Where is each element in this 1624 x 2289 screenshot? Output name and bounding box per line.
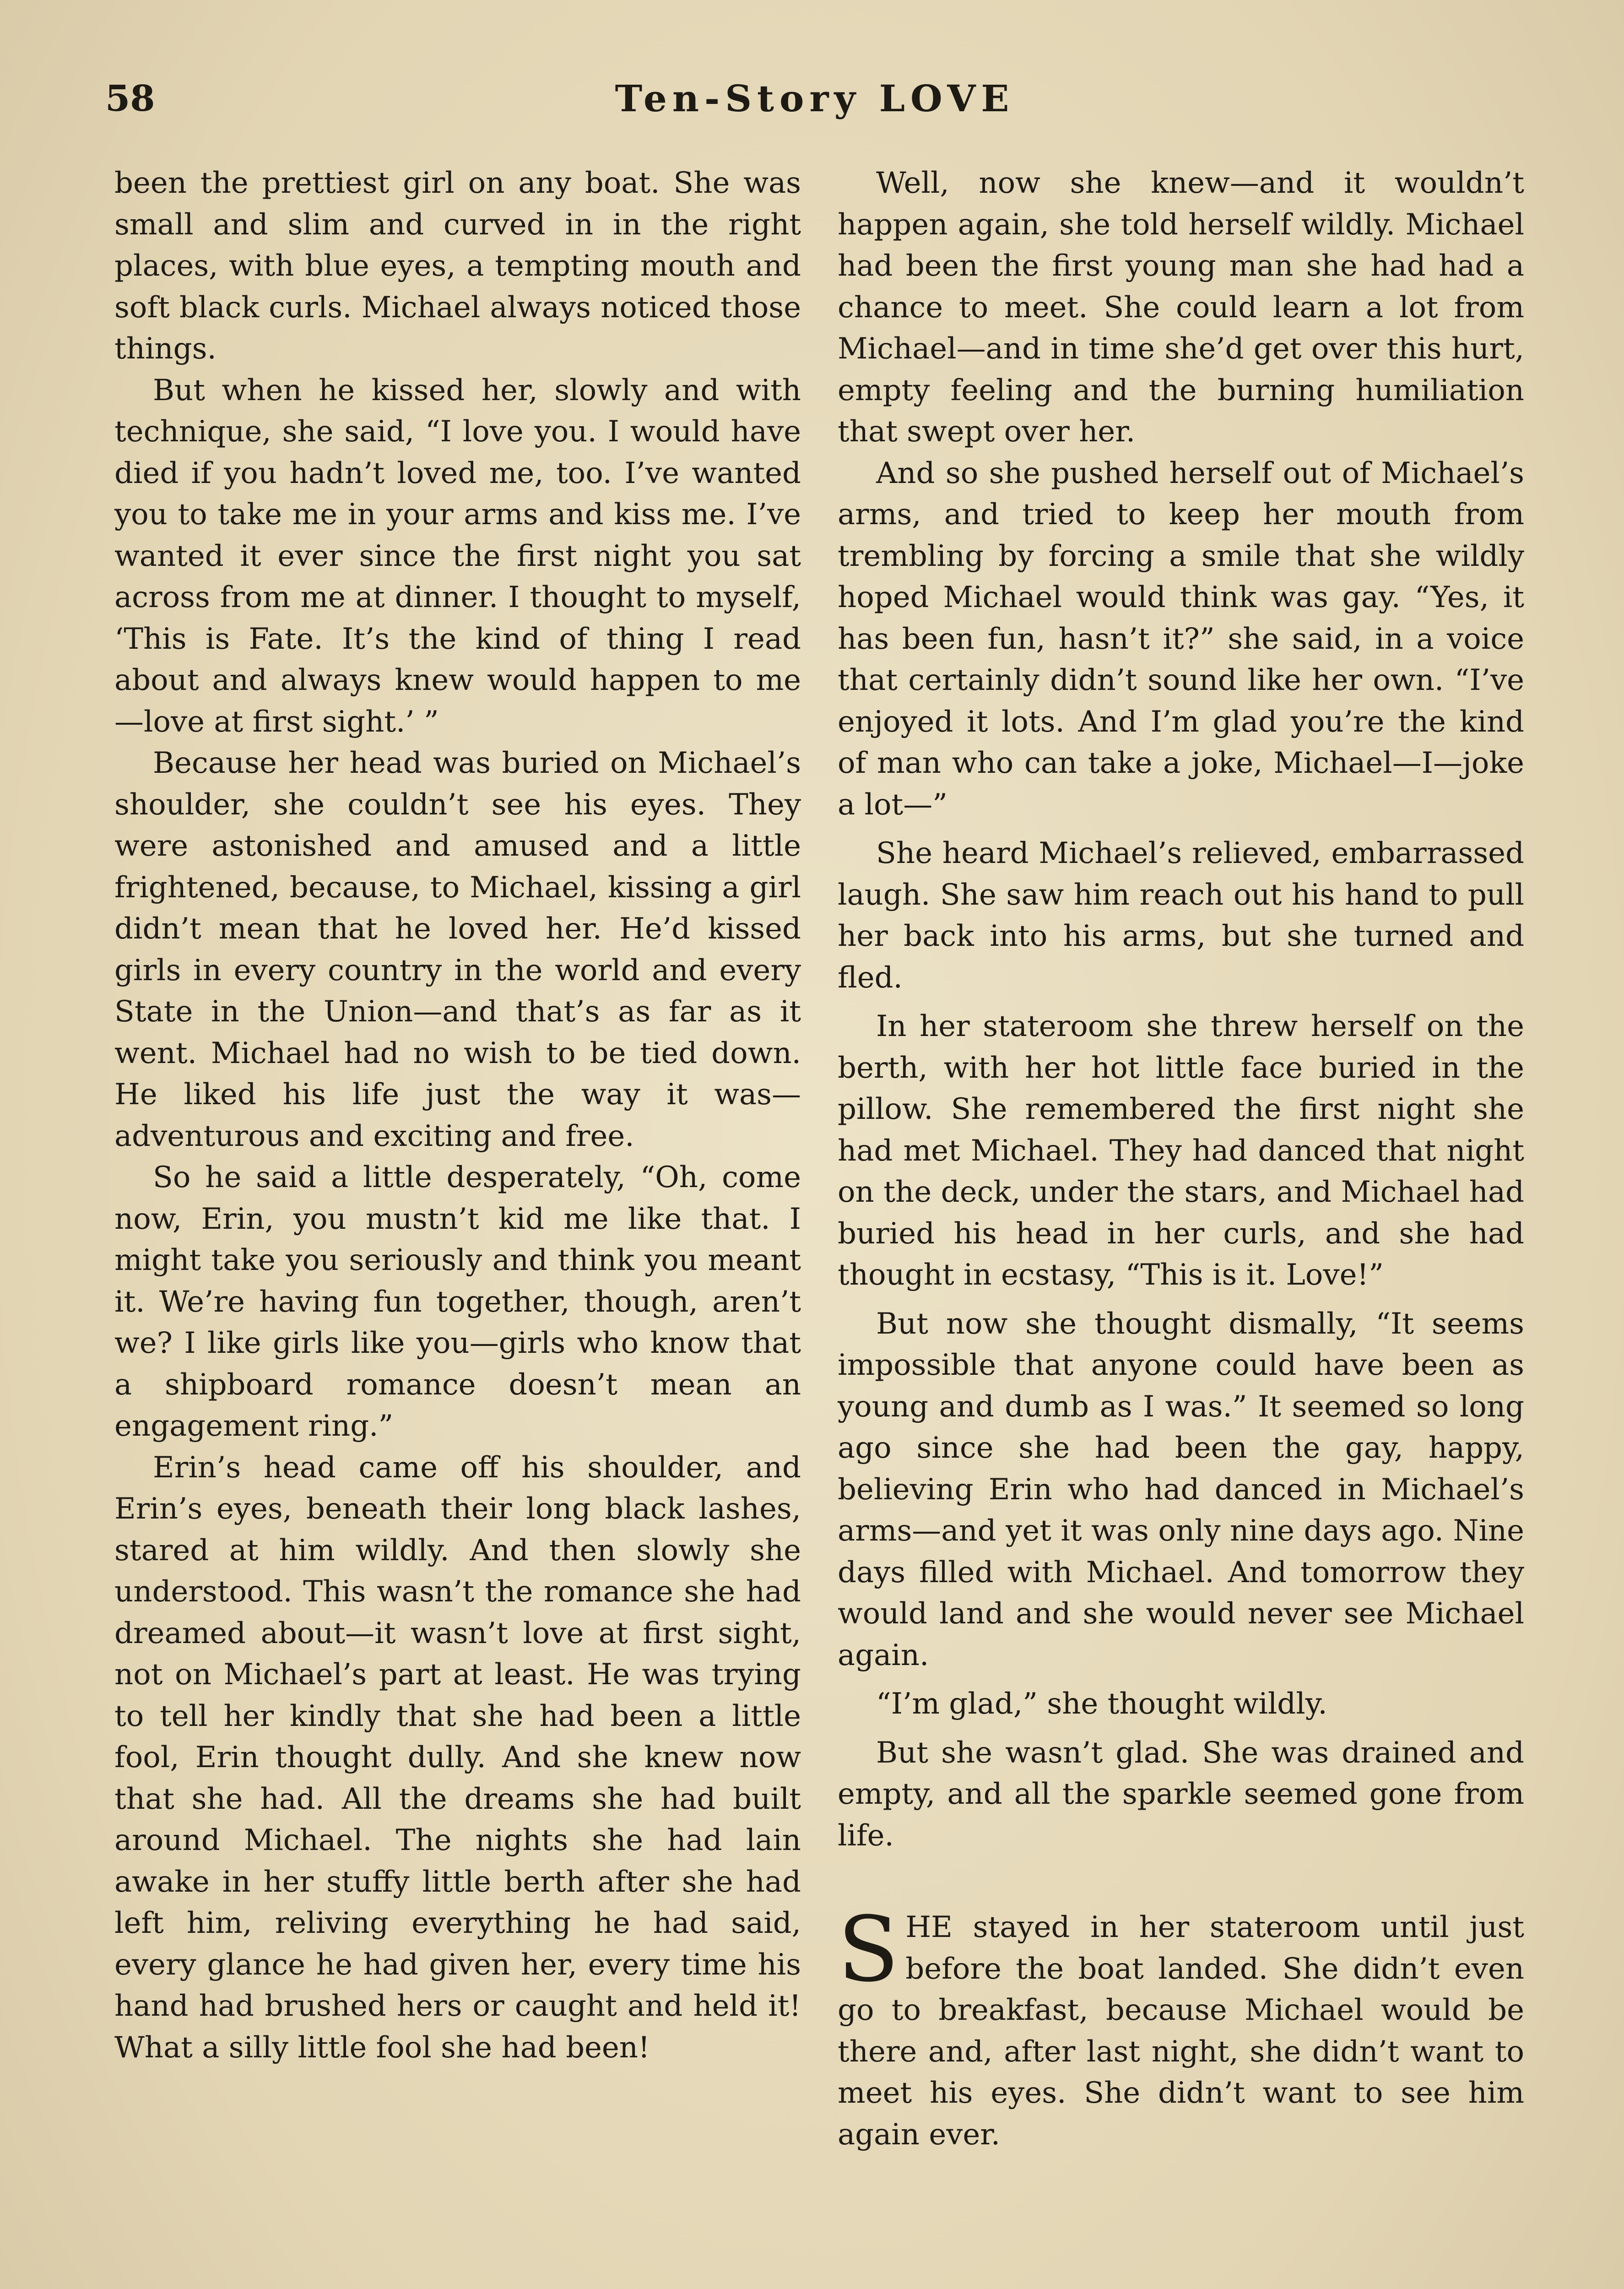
drop-cap-letter: S — [838, 1898, 899, 2002]
paragraph: been the prettiest girl on any boat. She was small and slim and curved in in the right places, with blue eyes, a tempting mouth and soft black curls. Michael always noticed those things. — [114, 166, 801, 366]
right-column — [838, 163, 1524, 2155]
section-opening-text: HE stayed in her stateroom until just before the boat landed. She didn’t even go to breakfast, because Michael would be there and, after last night, she didn’t want to meet his eyes. She didn’t want to see him again ever. — [838, 1910, 1524, 2152]
paragraph: So he said a little desperately, “Oh, come now, Erin, you mustn’t kid me like that. I might take you seriously and think you meant it. We’re having fun together, though, aren’t we? I like girls like you—girls who know that a shipboard romance doesn’t mean an engagement ring.” — [114, 1161, 801, 1443]
page-header — [105, 69, 1524, 137]
paragraph: Erin’s head came off his shoulder, and Erin’s eyes, beneath their long black lashes, stared at him wildly. And then slowly she understood. This wasn’t the romance she had dreamed about—it wasn’t love at first sight, not on Michael’s part at least. He was trying to tell her kindly that she had been a little fool, Erin thought dully. And she knew now that she had. All the dreams she had built around Michael. The nights she had lain awake in her stuffy little berth after she had left him, reliving everything he had said, every glance he had given her, every time his hand had brushed hers or caught and held it! What a silly little fool she had been! — [114, 1450, 801, 2065]
paragraph: “I’m glad,” she thought wildly. — [876, 1687, 1327, 1721]
paragraph: But when he kissed her, slowly and with technique, she said, “I love you. I would have died if you hadn’t loved me, too. I’ve wanted you to take me in your arms and kiss me. I’ve wanted it ever since the first night you sat across from me at dinner. I thought to myself, ‘This is Fate. It’s the kind of thing I read about and always knew would happen to me—love at first sight.’ ” — [114, 373, 801, 739]
running-title: Ten-Story LOVE — [615, 77, 1015, 120]
section-opening-paragraph — [838, 1898, 1524, 2155]
paragraph: And so she pushed herself out of Michael’s arms, and tried to keep her mouth from trembling by forcing a smile that she wildly hoped Michael would think was gay. “Yes, it has been fun, hasn’t it?” she said, in a voice that certainly didn’t sound like her own. “I’ve enjoyed it lots. And I’m glad you’re the kind of man who can take a joke, Michael—I—joke a lot—” — [838, 456, 1524, 822]
page-number: 58 — [105, 78, 155, 119]
paragraph: Because her head was buried on Michael’s shoulder, she couldn’t see his eyes. They were astonished and amused and a little frightened, because, to Michael, kissing a girl didn’t mean that he loved her. He’d kissed girls in every country in the world and every State in the Union—and that’s as far as it went. Michael had no wish to be tied down. He liked his life just the way it was—adventurous and exciting and free. — [114, 746, 801, 1153]
paragraph: But she wasn’t glad. She was drained and empty, and all the sparkle seemed gone from life. — [838, 1736, 1524, 1853]
paragraph: In her stateroom she threw herself on the berth, with her hot little face buried in the pillow. She remembered the first night she had met Michael. They had danced that night on the deck, under the stars, and Michael had buried his head in her curls, and she had thought in ecstasy, “This is it. Love!” — [838, 1009, 1524, 1292]
left-column — [114, 163, 801, 2068]
paragraph: She heard Michael’s relieved, embarrassed laugh. She saw him reach out his hand to pull her back into his arms, but she turned and fled. — [838, 836, 1524, 995]
paragraph: Well, now she knew—and it wouldn’t happen again, she told herself wildly. Michael had been the first young man she had had a chance to meet. She could learn a lot from Michael—and in time she’d get over this hurt, empty feeling and the burning humiliation that swept over her. — [838, 166, 1524, 449]
paragraph: But now she thought dismally, “It seems impossible that anyone could have been as young and dumb as I was.” It seemed so long ago since she had been the gay, happy, believing Erin who had danced in Michael’s arms—and yet it was only nine days ago. Nine days filled with Michael. And tomorrow they would land and she would never see Michael again. — [838, 1307, 1524, 1672]
